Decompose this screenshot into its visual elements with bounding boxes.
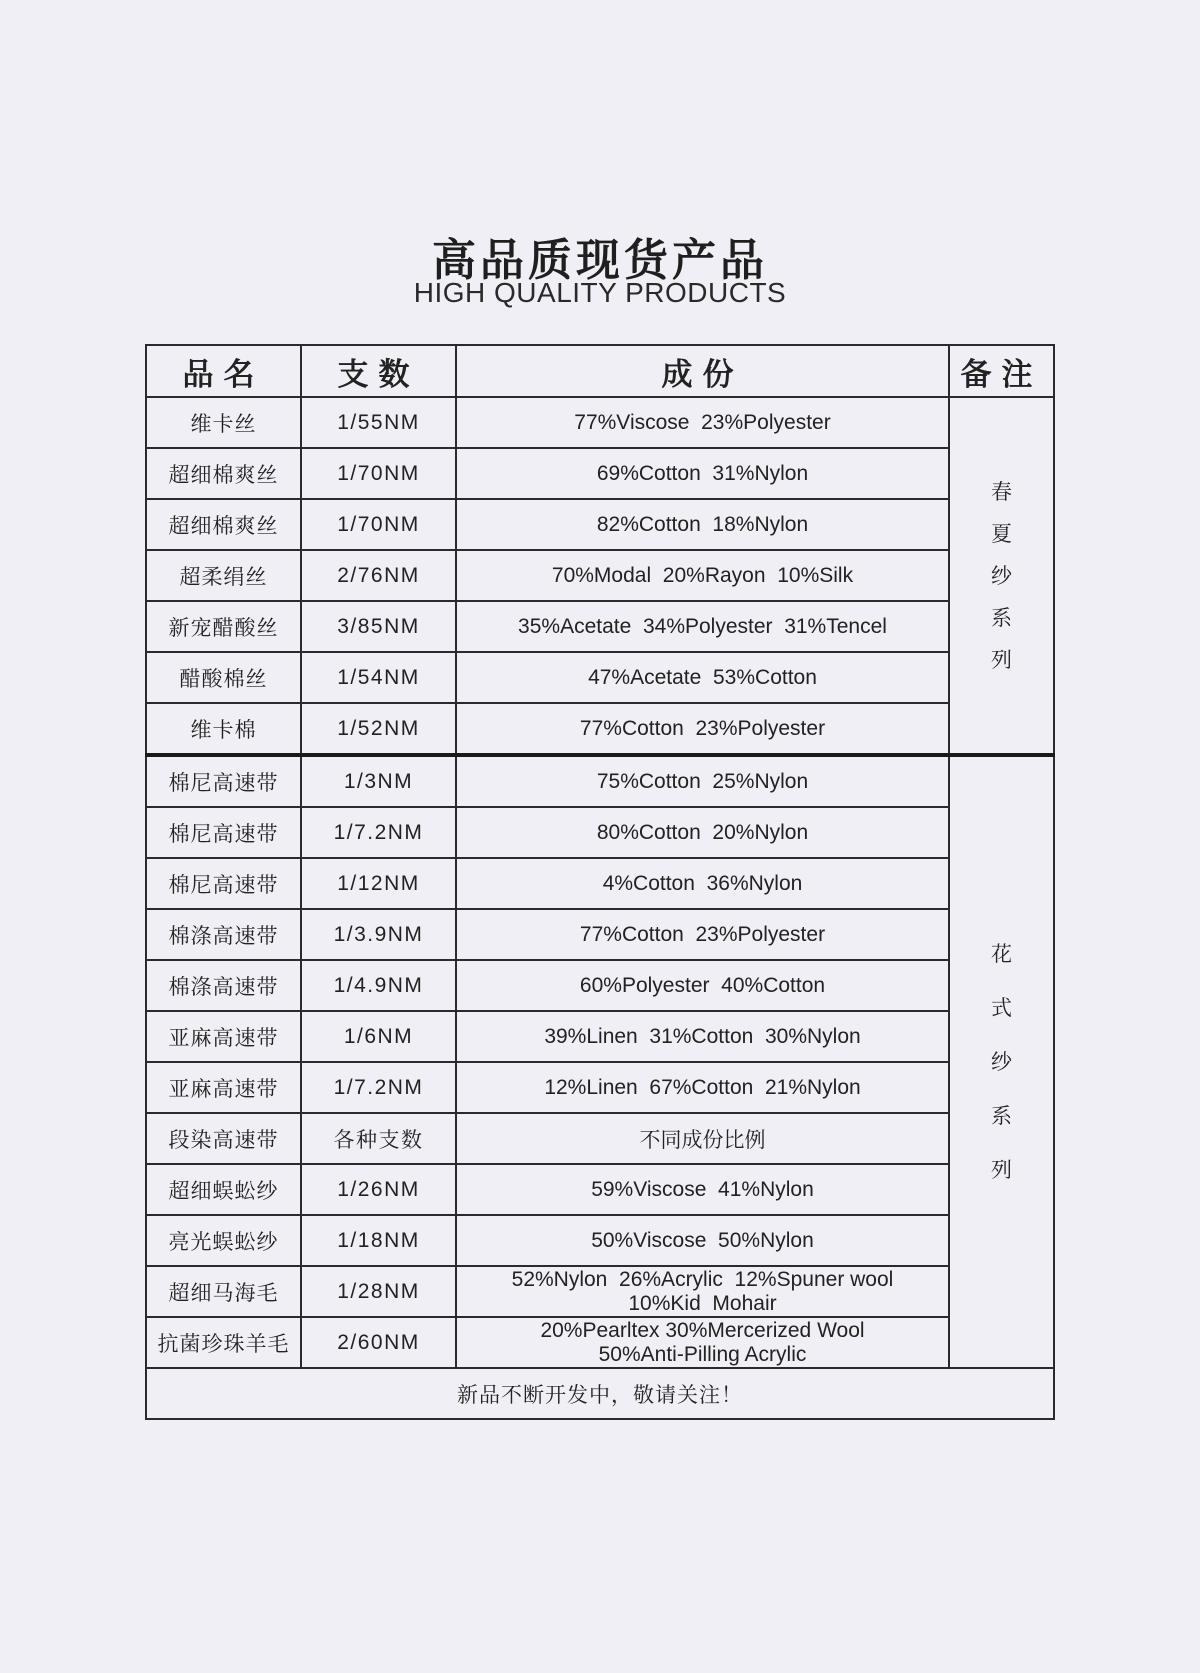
table-row [146, 1011, 1054, 1062]
header-remark: 备注 [949, 345, 1054, 397]
product-name: 超细马海毛 [146, 1266, 301, 1317]
composition: 75%Cotton 25%Nylon [456, 755, 949, 807]
yarn-count: 1/26NM [301, 1164, 456, 1215]
table-row [146, 858, 1054, 909]
composition: 77%Viscose 23%Polyester [456, 397, 949, 448]
product-name: 超细棉爽丝 [146, 499, 301, 550]
product-name: 超细蜈蚣纱 [146, 1164, 301, 1215]
table-row [146, 807, 1054, 858]
composition: 59%Viscose 41%Nylon [456, 1164, 949, 1215]
table-row [146, 601, 1054, 652]
product-name: 抗菌珍珠羊毛 [146, 1317, 301, 1368]
table-row [146, 1215, 1054, 1266]
composition: 70%Modal 20%Rayon 10%Silk [456, 550, 949, 601]
composition: 50%Viscose 50%Nylon [456, 1215, 949, 1266]
yarn-count: 1/3NM [301, 755, 456, 807]
page-subtitle: HIGH QUALITY PRODUCTS [413, 277, 787, 308]
product-name: 新宠醋酸丝 [146, 601, 301, 652]
composition-line-1: 52%Nylon 26%Acrylic 12%Spuner wool [511, 1267, 894, 1291]
table-row [146, 755, 1054, 807]
table-row [146, 1062, 1054, 1113]
composition: 80%Cotton 20%Nylon [456, 807, 949, 858]
yarn-count: 1/54NM [301, 652, 456, 703]
yarn-count: 1/70NM [301, 499, 456, 550]
product-name: 棉涤高速带 [146, 909, 301, 960]
table-row [146, 550, 1054, 601]
yarn-count: 1/6NM [301, 1011, 456, 1062]
yarn-count: 1/3.9NM [301, 909, 456, 960]
composition [456, 1266, 949, 1317]
remark-group-fancy-yarn [949, 755, 1054, 1368]
yarn-count: 2/76NM [301, 550, 456, 601]
remark-text: 花式纱系列 [991, 942, 1012, 1182]
header-row [146, 345, 1054, 397]
page-title: 高品质现货产品 [432, 235, 768, 286]
composition: 4%Cotton 36%Nylon [456, 858, 949, 909]
product-name: 亚麻高速带 [146, 1062, 301, 1113]
footer-note: 新品不断开发中，敬请关注！ [146, 1368, 1054, 1419]
composition: 77%Cotton 23%Polyester [456, 703, 949, 755]
product-name: 维卡丝 [146, 397, 301, 448]
remark-text: 春夏纱系列 [991, 479, 1012, 672]
composition: 82%Cotton 18%Nylon [456, 499, 949, 550]
yarn-count: 1/7.2NM [301, 1062, 456, 1113]
composition: 47%Acetate 53%Cotton [456, 652, 949, 703]
table-row [146, 397, 1054, 448]
table-row [146, 703, 1054, 755]
table-row [146, 1317, 1054, 1368]
yarn-count: 1/12NM [301, 858, 456, 909]
composition: 69%Cotton 31%Nylon [456, 448, 949, 499]
products-table [145, 344, 1055, 1420]
composition-line-2: 10%Kid Mohair [628, 1291, 777, 1315]
table-row [146, 448, 1054, 499]
product-name: 醋酸棉丝 [146, 652, 301, 703]
yarn-count: 1/18NM [301, 1215, 456, 1266]
yarn-count: 各种支数 [301, 1113, 456, 1164]
product-name: 棉尼高速带 [146, 858, 301, 909]
composition: 不同成份比例 [456, 1113, 949, 1164]
product-name: 棉尼高速带 [146, 807, 301, 858]
footer-row [146, 1368, 1054, 1419]
yarn-count: 1/55NM [301, 397, 456, 448]
header-composition: 成份 [456, 345, 949, 397]
composition: 77%Cotton 23%Polyester [456, 909, 949, 960]
yarn-count: 1/52NM [301, 703, 456, 755]
yarn-count: 1/4.9NM [301, 960, 456, 1011]
yarn-count: 1/7.2NM [301, 807, 456, 858]
product-name: 超柔绢丝 [146, 550, 301, 601]
composition [456, 1317, 949, 1368]
product-name: 超细棉爽丝 [146, 448, 301, 499]
header-name: 品名 [146, 345, 301, 397]
yarn-count: 1/70NM [301, 448, 456, 499]
table-row [146, 960, 1054, 1011]
table-row [146, 909, 1054, 960]
remark-group-spring-summer [949, 397, 1054, 755]
products-table-body [146, 397, 1054, 1419]
composition: 39%Linen 31%Cotton 30%Nylon [456, 1011, 949, 1062]
composition: 60%Polyester 40%Cotton [456, 960, 949, 1011]
product-name: 维卡棉 [146, 703, 301, 755]
product-name: 亮光蜈蚣纱 [146, 1215, 301, 1266]
composition-line-1: 20%Pearltex 30%Mercerized Wool [540, 1318, 865, 1342]
table-row [146, 652, 1054, 703]
yarn-count: 2/60NM [301, 1317, 456, 1368]
table-row [146, 1113, 1054, 1164]
yarn-count: 1/28NM [301, 1266, 456, 1317]
product-name: 段染高速带 [146, 1113, 301, 1164]
product-name: 棉尼高速带 [146, 755, 301, 807]
yarn-count: 3/85NM [301, 601, 456, 652]
composition-line-2: 50%Anti-Pilling Acrylic [598, 1342, 807, 1366]
table-row [146, 499, 1054, 550]
table-row [146, 1266, 1054, 1317]
composition: 12%Linen 67%Cotton 21%Nylon [456, 1062, 949, 1113]
product-name: 亚麻高速带 [146, 1011, 301, 1062]
product-name: 棉涤高速带 [146, 960, 301, 1011]
composition: 35%Acetate 34%Polyester 31%Tencel [456, 601, 949, 652]
table-row [146, 1164, 1054, 1215]
header-count: 支数 [301, 345, 456, 397]
